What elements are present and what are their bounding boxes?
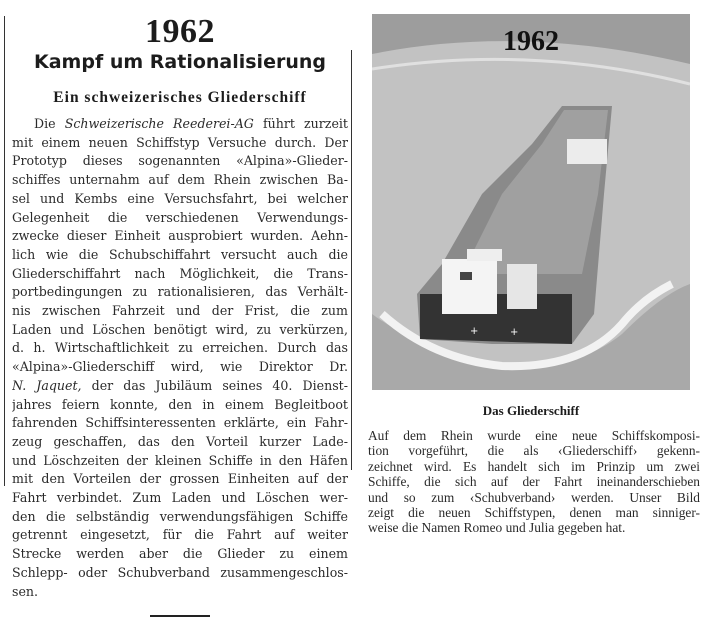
italic-text: Schweizerische Reederei-AG — [64, 116, 254, 131]
article-subheadline: Ein schweizerisches Gliederschiff — [53, 89, 307, 106]
photo-year: 1962 — [503, 26, 559, 57]
text-line — [12, 452, 348, 471]
text-segment: zeigt die neuen Schiffstypen, denen man sinniger- — [368, 505, 700, 521]
text-line — [12, 564, 348, 583]
text-line — [368, 459, 700, 474]
text-line — [368, 443, 700, 458]
text-segment: weise die Namen Romeo und Julia gegeben hat. — [368, 520, 626, 536]
svg-text:+: + — [470, 326, 479, 337]
text-segment: zeug geschaffen, das den Vorteil kurzer Lade- — [12, 433, 348, 449]
text-line — [12, 115, 348, 134]
article-column — [12, 14, 348, 617]
text-segment: Auf dem Rhein wurde eine neue Schiffskomposi- — [368, 428, 700, 443]
text-line — [12, 508, 348, 527]
text-segment: zeichnet wird. Es handelt sich im Prinzip um zwei — [368, 458, 700, 474]
column-divider — [351, 50, 352, 470]
text-line — [12, 433, 348, 452]
text-segment: Gelegenheit die verschiedenen Verwendungs- — [12, 209, 348, 225]
text-segment: jahres feiern konnte, den in einem Begleitboot — [12, 396, 348, 412]
text-line — [368, 520, 700, 535]
text-line — [12, 152, 348, 171]
text-line — [12, 526, 348, 545]
text-segment: Die — [34, 116, 65, 131]
text-segment: und Löschzeiten der kleinen Schiffe in den Häfen — [12, 452, 348, 468]
text-line — [12, 265, 348, 284]
text-line — [12, 246, 348, 265]
text-segment: mit einem neuen Schiffstyp Versuche durch. Der — [12, 134, 348, 150]
text-segment: mit den Vorteilen der grossen Einheiten auf der — [12, 471, 348, 487]
text-line — [12, 470, 348, 489]
text-line — [12, 396, 348, 415]
text-line — [12, 190, 348, 209]
text-line — [368, 428, 700, 443]
text-line — [12, 283, 348, 302]
ship-illustration — [372, 14, 690, 390]
text-line — [12, 134, 348, 153]
article-headline: Kampf um Rationalisierung — [34, 51, 326, 73]
text-line — [12, 171, 348, 190]
text-segment: d. h. Wirtschaftlichkeit zu erreichen. Durch das — [12, 340, 348, 356]
text-line — [368, 474, 700, 489]
text-segment: Gliederschiffahrt nach Möglichkeit, die Trans- — [12, 265, 348, 281]
text-segment: nis zwischen Fahrzeit und der Frist, die zum — [12, 303, 348, 319]
text-line — [368, 505, 700, 520]
italic-text: N. Jaquet, — [12, 377, 82, 393]
text-segment: «Alpina»-Gliederschiff wird, wie Direktor Dr. — [12, 359, 348, 375]
text-segment: Laden und Löschen benötigt wird, zu verkürzen, — [12, 321, 348, 337]
text-line — [12, 414, 348, 433]
text-segment: Fahrt verbindet. Zum Laden und Löschen wer- — [12, 490, 348, 506]
text-segment: führt zurzeit — [253, 116, 348, 131]
ship-photo — [372, 14, 690, 390]
text-segment: schiffes unternahm auf dem Rhein zwischen Ba- — [12, 172, 348, 188]
text-segment: sel und Kembs eine Versuchsfahrt, bei welcher — [12, 190, 348, 206]
text-segment: Schlepp- oder Schubverband zusammengeschlos- — [12, 564, 348, 580]
text-segment: portbedingungen zu rationalisieren, das Verhält- — [12, 284, 348, 300]
text-segment: lich wie die Schubschiffahrt versucht auch die — [12, 246, 348, 262]
left-column-border — [4, 16, 5, 486]
text-segment: zwecke dieser Einheit ausprobiert wurden. Aehn- — [12, 228, 348, 244]
photo-caption-body — [368, 428, 700, 536]
article-year: 1962 — [145, 13, 215, 50]
text-segment: Schiffe, die sich auf der Fahrt ineinanderschieben — [368, 474, 700, 490]
text-segment: Strecke werden aber die Glieder zu einem — [12, 546, 348, 562]
photo-caption-title: Das Gliederschiff — [482, 403, 580, 418]
svg-text:+: + — [510, 327, 519, 338]
text-segment: sen. — [12, 583, 39, 599]
text-line — [12, 545, 348, 564]
text-segment: tion vorgeführt, die als ‹Gliederschiff› gekenn- — [368, 443, 700, 459]
text-line — [12, 209, 348, 228]
text-segment: fahrenden Schiffsinteressenten erklärte, ein Fahr- — [12, 415, 348, 431]
text-line — [12, 227, 348, 246]
text-line — [12, 358, 348, 377]
text-line — [12, 302, 348, 321]
text-segment: der das Jubiläum seines 40. Dienst- — [81, 377, 348, 393]
text-line — [12, 377, 348, 396]
text-line — [12, 583, 348, 602]
text-segment: den die selbständig verwendungsfähigen Schiffe — [12, 508, 348, 524]
text-line — [12, 321, 348, 340]
text-segment: Prototyp dieses sogenannten «Alpina»-Glieder- — [12, 153, 348, 169]
text-line — [12, 489, 348, 508]
text-segment: getrennt eingesetzt, für die Fahrt auf weiter — [12, 527, 348, 543]
text-line — [368, 490, 700, 505]
article-body — [12, 115, 348, 601]
text-line — [12, 339, 348, 358]
text-segment: und so zum ‹Schubverband› werden. Unser Bild — [368, 489, 700, 505]
